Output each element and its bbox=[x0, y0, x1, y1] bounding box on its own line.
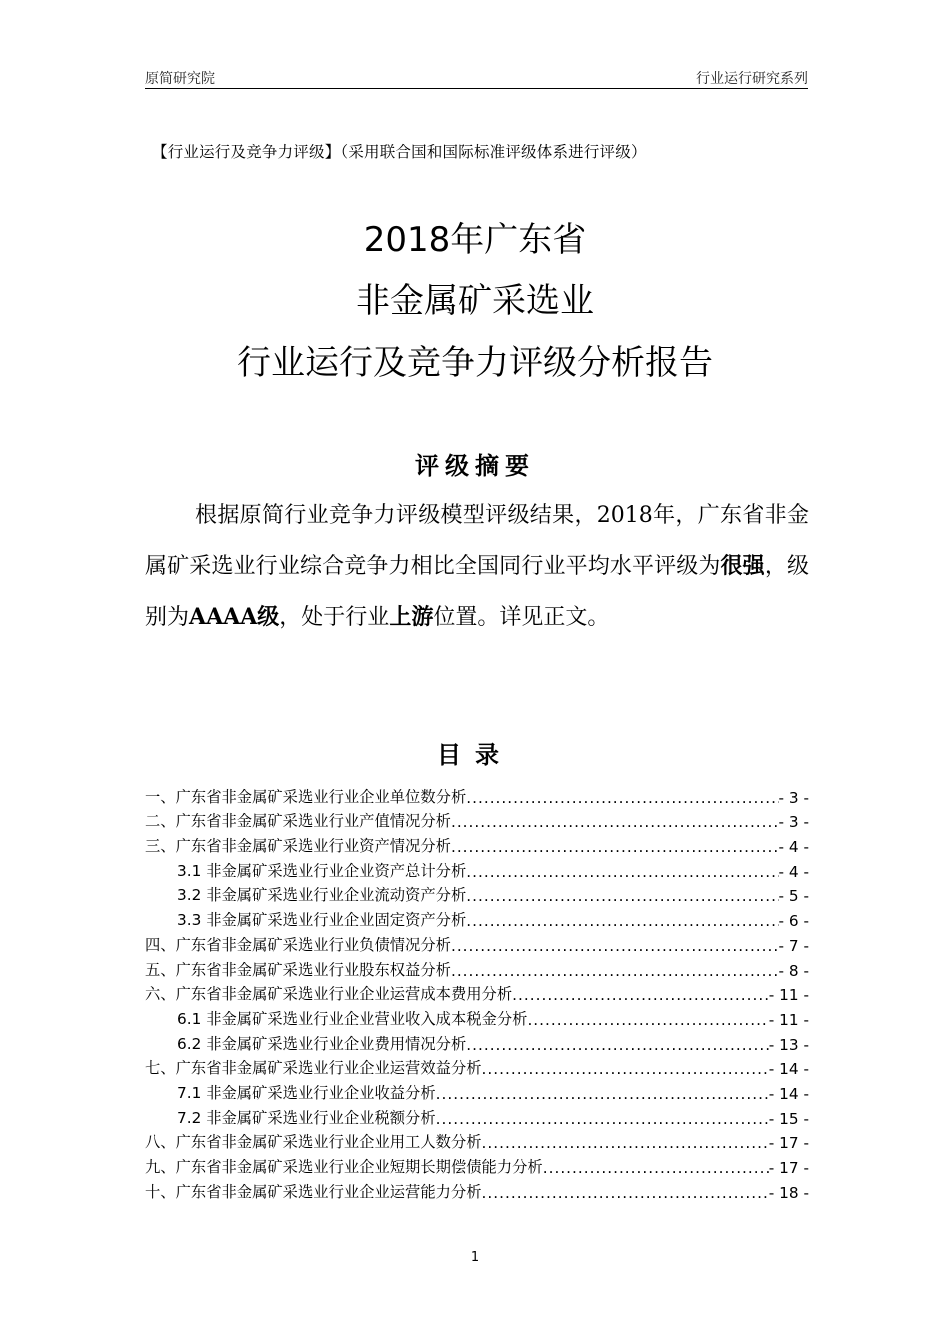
summary-text-4: 位置。详见正文。 bbox=[433, 605, 610, 630]
summary-rating: 很强 bbox=[720, 553, 765, 579]
summary-text-1: 根据原简行业竞争力评级模型评级结果，2018年，广东省非金属矿采选业行业综合竞争力相比全国同行业平均水平评级为 bbox=[145, 503, 809, 579]
toc-leader bbox=[451, 937, 779, 955]
toc-item-title: 一、广东省非金属矿采选业行业企业单位数分析 bbox=[145, 787, 467, 806]
toc-leader bbox=[482, 1060, 769, 1078]
toc-item[interactable] bbox=[145, 1054, 809, 1079]
toc-item[interactable] bbox=[145, 782, 809, 807]
toc-item-page: - 17 - bbox=[768, 1159, 809, 1177]
toc-item-page: - 7 - bbox=[778, 936, 809, 955]
toc-item-page: - 13 - bbox=[768, 1035, 809, 1054]
toc-leader bbox=[466, 912, 778, 930]
toc-item-page: - 11 - bbox=[768, 1010, 809, 1029]
toc-leader bbox=[466, 789, 778, 807]
toc-item-title: 十、广东省非金属矿采选业行业企业运营能力分析 bbox=[145, 1182, 482, 1201]
toc-item-page: - 4 - bbox=[778, 838, 809, 857]
summary-position: 上游 bbox=[389, 604, 434, 630]
toc-item-page: - 14 - bbox=[768, 1084, 809, 1103]
toc-leader bbox=[451, 838, 779, 856]
toc-subitem[interactable] bbox=[145, 856, 809, 881]
toc-item[interactable] bbox=[145, 1152, 809, 1177]
toc-item-title: 6.1 非金属矿采选业行业企业营业收入成本税金分析 bbox=[177, 1009, 528, 1028]
toc-item-title: 七、广东省非金属矿采选业行业企业运营效益分析 bbox=[145, 1059, 482, 1078]
toc-item-title: 3.2 非金属矿采选业行业企业流动资产分析 bbox=[177, 886, 467, 905]
title-line-1: 2018年广东省 bbox=[363, 220, 587, 260]
toc-item-title: 3.3 非金属矿采选业行业企业固定资产分析 bbox=[177, 911, 467, 930]
summary-level: AAAA级 bbox=[189, 604, 280, 630]
toc-item-title: 7.1 非金属矿采选业行业企业收益分析 bbox=[177, 1083, 436, 1102]
toc-item-page: - 3 - bbox=[778, 813, 809, 832]
summary-text-2: ，级别为 bbox=[145, 554, 809, 630]
toc-leader bbox=[543, 1159, 769, 1177]
toc-item[interactable] bbox=[145, 1128, 809, 1153]
toc-subitem[interactable] bbox=[145, 1004, 809, 1029]
page-number: 1 bbox=[470, 1250, 480, 1265]
toc-item-page: - 15 - bbox=[768, 1109, 809, 1128]
toc-item-page: - 4 - bbox=[778, 862, 809, 881]
table-of-contents bbox=[145, 782, 809, 1202]
toc-item-title: 3.1 非金属矿采选业行业企业资产总计分析 bbox=[177, 861, 467, 880]
toc-item[interactable] bbox=[145, 980, 809, 1005]
toc-leader bbox=[466, 887, 778, 905]
toc-item-page: - 8 - bbox=[778, 961, 809, 980]
toc-item-title: 四、广东省非金属矿采选业行业负债情况分析 bbox=[145, 935, 451, 954]
toc-subitem[interactable] bbox=[145, 905, 809, 930]
toc-item[interactable] bbox=[145, 1177, 809, 1202]
toc-item-title: 八、广东省非金属矿采选业行业企业用工人数分析 bbox=[145, 1133, 482, 1152]
title-line-2: 非金属矿采选业 bbox=[356, 281, 594, 321]
toc-item-title: 6.2 非金属矿采选业行业企业费用情况分析 bbox=[177, 1034, 467, 1053]
toc-item-page: - 14 - bbox=[768, 1060, 809, 1079]
header-series: 行业运行研究系列 bbox=[696, 71, 808, 87]
toc-subitem[interactable] bbox=[145, 1078, 809, 1103]
toc-item-page: - 11 - bbox=[768, 986, 809, 1005]
toc-leader bbox=[466, 863, 778, 881]
toc-subitem[interactable] bbox=[145, 1029, 809, 1054]
summary-heading: 评级摘要 bbox=[415, 452, 535, 480]
toc-item-page: - 6 - bbox=[778, 912, 809, 931]
toc-item-title: 7.2 非金属矿采选业行业企业税额分析 bbox=[177, 1108, 436, 1127]
toc-subitem[interactable] bbox=[145, 1103, 809, 1128]
toc-item-page: - 18 - bbox=[768, 1183, 809, 1202]
toc-leader bbox=[466, 1036, 769, 1054]
toc-leader bbox=[527, 1011, 768, 1029]
toc-leader bbox=[482, 1134, 769, 1152]
toc-item[interactable] bbox=[145, 831, 809, 856]
toc-subitem[interactable] bbox=[145, 881, 809, 906]
toc-leader bbox=[451, 962, 779, 980]
report-tagline: 【行业运行及竞争力评级】（采用联合国和国际标准评级体系进行评级） bbox=[152, 143, 647, 161]
toc-leader bbox=[436, 1110, 769, 1128]
toc-item-title: 六、广东省非金属矿采选业行业企业运营成本费用分析 bbox=[145, 985, 513, 1004]
toc-leader bbox=[512, 986, 769, 1004]
toc-item-page: - 17 - bbox=[768, 1134, 809, 1153]
toc-item-title: 三、广东省非金属矿采选业行业资产情况分析 bbox=[145, 837, 451, 856]
toc-leader bbox=[482, 1184, 769, 1202]
title-line-3: 行业运行及竞争力评级分析报告 bbox=[237, 343, 713, 383]
toc-leader bbox=[451, 813, 779, 831]
toc-leader bbox=[436, 1085, 769, 1103]
summary-text-3: ，处于行业 bbox=[279, 605, 390, 630]
toc-item-title: 五、广东省非金属矿采选业行业股东权益分析 bbox=[145, 960, 451, 979]
summary-paragraph bbox=[145, 490, 809, 643]
toc-item-title: 九、广东省非金属矿采选业行业企业短期长期偿债能力分析 bbox=[145, 1158, 543, 1176]
toc-item[interactable] bbox=[145, 955, 809, 980]
toc-item[interactable] bbox=[145, 807, 809, 832]
toc-item-page: - 5 - bbox=[778, 887, 809, 906]
header-publisher: 原简研究院 bbox=[145, 71, 215, 87]
toc-item[interactable] bbox=[145, 930, 809, 955]
toc-item-title: 二、广东省非金属矿采选业行业产值情况分析 bbox=[145, 812, 451, 831]
toc-heading: 目录 bbox=[437, 741, 513, 769]
page-header bbox=[145, 66, 808, 89]
toc-item-page: - 3 - bbox=[778, 788, 809, 807]
